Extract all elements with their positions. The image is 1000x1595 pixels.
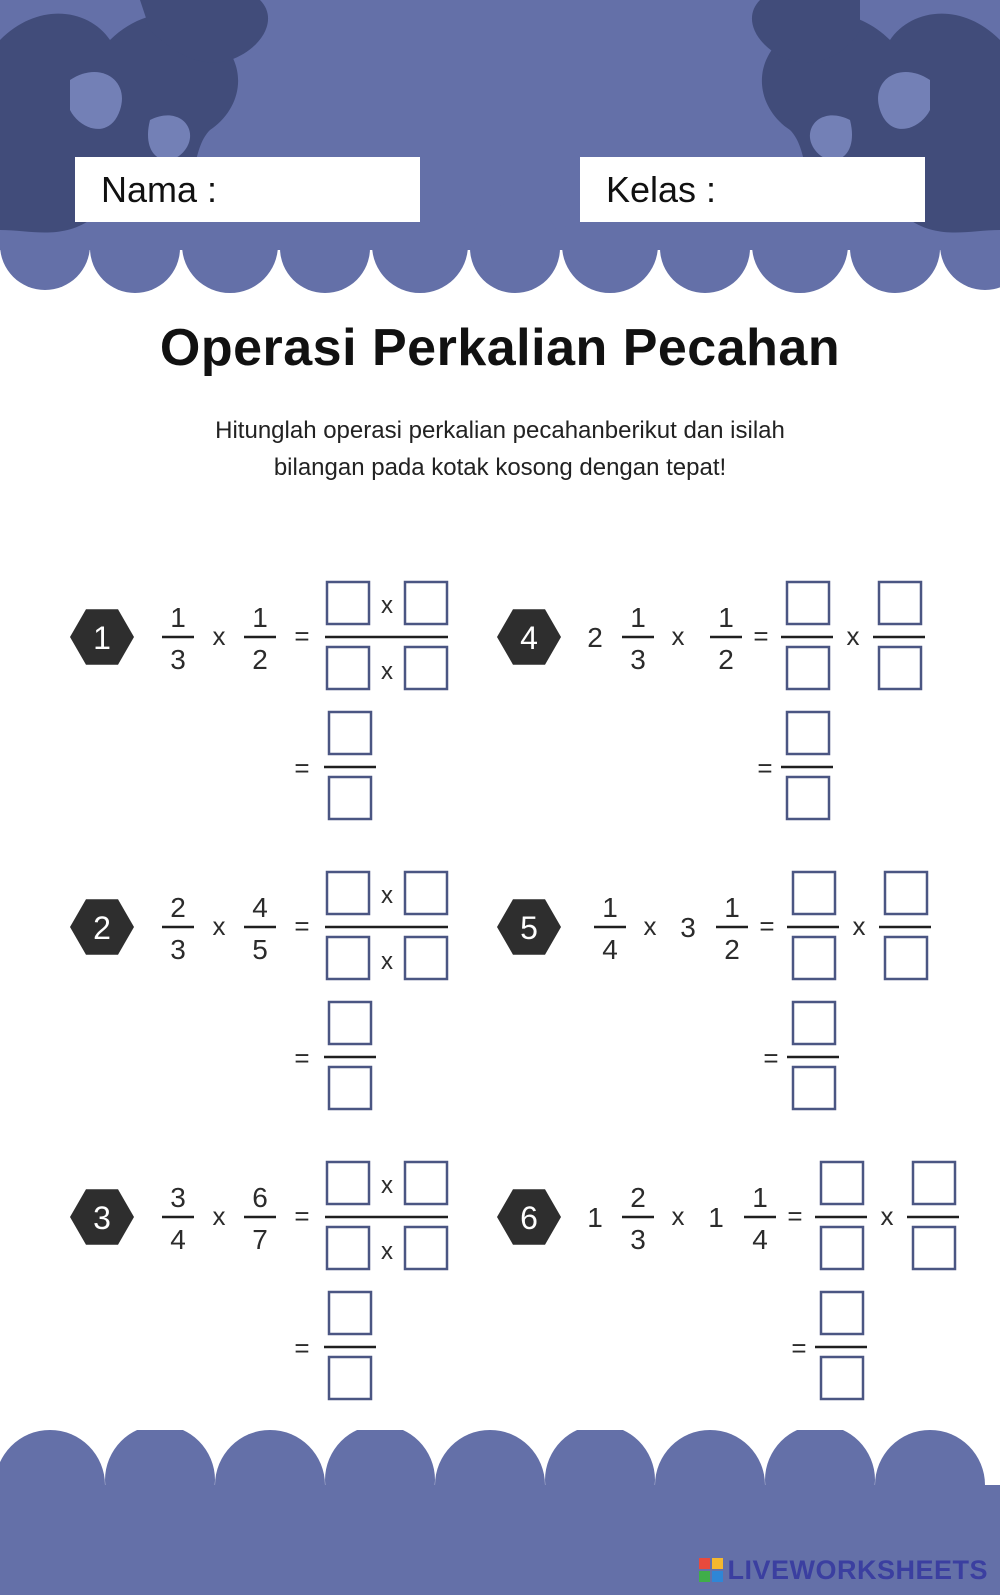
fraction-b-denominator: 2 — [724, 934, 740, 965]
times-sign: x — [381, 948, 393, 975]
answer-box[interactable] — [405, 937, 447, 979]
instruction-line-1: Hitunglah operasi perkalian pecahanberikut dan isilah — [215, 417, 785, 444]
fraction-a-numerator: 1 — [602, 892, 618, 923]
answer-box[interactable] — [329, 1357, 371, 1399]
answer-box[interactable] — [793, 1067, 835, 1109]
answer-box[interactable] — [405, 582, 447, 624]
answer-box[interactable] — [327, 647, 369, 689]
answer-box[interactable] — [821, 1357, 863, 1399]
fraction-a-denominator: 3 — [630, 644, 646, 675]
equals-sign: = — [787, 1201, 803, 1231]
problem-number: 5 — [520, 910, 538, 946]
answer-box[interactable] — [821, 1227, 863, 1269]
times-sign: x — [212, 911, 226, 941]
answer-box[interactable] — [793, 937, 835, 979]
answer-box[interactable] — [885, 937, 927, 979]
answer-box[interactable] — [913, 1162, 955, 1204]
fraction-b-numerator: 1 — [252, 602, 268, 633]
times-sign: x — [381, 1238, 393, 1265]
problem-number: 1 — [93, 620, 111, 656]
problem-number: 2 — [93, 910, 111, 946]
times-sign: x — [880, 1201, 894, 1231]
equals-sign: = — [294, 1201, 310, 1231]
instruction-line-2: bilangan pada kotak kosong dengan tepat! — [273, 454, 727, 481]
problem-number: 6 — [520, 1200, 538, 1236]
fraction-a-numerator: 3 — [170, 1182, 186, 1213]
equals-sign: = — [763, 1043, 779, 1073]
times-sign: x — [671, 621, 685, 651]
answer-box[interactable] — [405, 1162, 447, 1204]
fraction-b-denominator: 5 — [252, 934, 268, 965]
answer-box[interactable] — [885, 872, 927, 914]
fraction-b-whole: 1 — [708, 1202, 724, 1233]
class-label: Kelas : — [606, 169, 717, 210]
fraction-b-denominator: 2 — [252, 644, 268, 675]
answer-box[interactable] — [327, 937, 369, 979]
answer-box[interactable] — [405, 647, 447, 689]
answer-box[interactable] — [327, 872, 369, 914]
equals-sign: = — [753, 621, 769, 651]
fraction-b-numerator: 1 — [718, 602, 734, 633]
answer-box[interactable] — [787, 777, 829, 819]
fraction-b-numerator: 1 — [724, 892, 740, 923]
fraction-a-numerator: 2 — [170, 892, 186, 923]
times-sign: x — [381, 592, 393, 619]
times-sign: x — [643, 911, 657, 941]
fraction-a-numerator: 1 — [630, 602, 646, 633]
times-sign: x — [852, 911, 866, 941]
answer-box[interactable] — [329, 1067, 371, 1109]
times-sign: x — [212, 1201, 226, 1231]
liveworksheets-logo-icon — [699, 1558, 723, 1582]
answer-box[interactable] — [793, 1002, 835, 1044]
fraction-b-whole: 3 — [680, 912, 696, 943]
answer-box[interactable] — [329, 777, 371, 819]
equals-sign: = — [294, 911, 310, 941]
equals-sign: = — [759, 911, 775, 941]
answer-box[interactable] — [327, 1227, 369, 1269]
answer-box[interactable] — [327, 1162, 369, 1204]
fraction-a-denominator: 3 — [170, 934, 186, 965]
fraction-b-numerator: 6 — [252, 1182, 268, 1213]
answer-box[interactable] — [793, 872, 835, 914]
fraction-a-whole: 2 — [587, 622, 603, 653]
fraction-a-whole: 1 — [587, 1202, 603, 1233]
equals-sign: = — [757, 753, 773, 783]
fraction-a-denominator: 4 — [170, 1224, 186, 1255]
fraction-b-denominator: 7 — [252, 1224, 268, 1255]
problem-number: 4 — [520, 620, 538, 656]
answer-box[interactable] — [405, 1227, 447, 1269]
answer-box[interactable] — [787, 712, 829, 754]
answer-box[interactable] — [329, 712, 371, 754]
answer-box[interactable] — [787, 582, 829, 624]
equals-sign: = — [791, 1333, 807, 1363]
answer-box[interactable] — [879, 582, 921, 624]
times-sign: x — [846, 621, 860, 651]
answer-box[interactable] — [879, 647, 921, 689]
equals-sign: = — [294, 621, 310, 651]
answer-box[interactable] — [329, 1002, 371, 1044]
fraction-a-denominator: 3 — [170, 644, 186, 675]
times-sign: x — [212, 621, 226, 651]
answer-box[interactable] — [913, 1227, 955, 1269]
equals-sign: = — [294, 1043, 310, 1073]
fraction-b-denominator: 2 — [718, 644, 734, 675]
answer-box[interactable] — [327, 582, 369, 624]
equals-sign: = — [294, 753, 310, 783]
watermark — [699, 1555, 988, 1585]
equals-sign: = — [294, 1333, 310, 1363]
times-sign: x — [381, 1172, 393, 1199]
answer-box[interactable] — [821, 1292, 863, 1334]
fraction-b-numerator: 1 — [752, 1182, 768, 1213]
fraction-a-denominator: 3 — [630, 1224, 646, 1255]
watermark-text: LIVEWORKSHEETS — [727, 1554, 988, 1585]
fraction-a-denominator: 4 — [602, 934, 618, 965]
times-sign: x — [381, 658, 393, 685]
times-sign: x — [671, 1201, 685, 1231]
fraction-a-numerator: 1 — [170, 602, 186, 633]
times-sign: x — [381, 882, 393, 909]
fraction-b-denominator: 4 — [752, 1224, 768, 1255]
answer-box[interactable] — [405, 872, 447, 914]
answer-box[interactable] — [329, 1292, 371, 1334]
problem-number: 3 — [93, 1200, 111, 1236]
answer-box[interactable] — [821, 1162, 863, 1204]
fraction-a-numerator: 2 — [630, 1182, 646, 1213]
name-label: Nama : — [101, 169, 218, 210]
fraction-b-numerator: 4 — [252, 892, 268, 923]
page-title: Operasi Perkalian Pecahan — [159, 319, 841, 377]
answer-box[interactable] — [787, 647, 829, 689]
